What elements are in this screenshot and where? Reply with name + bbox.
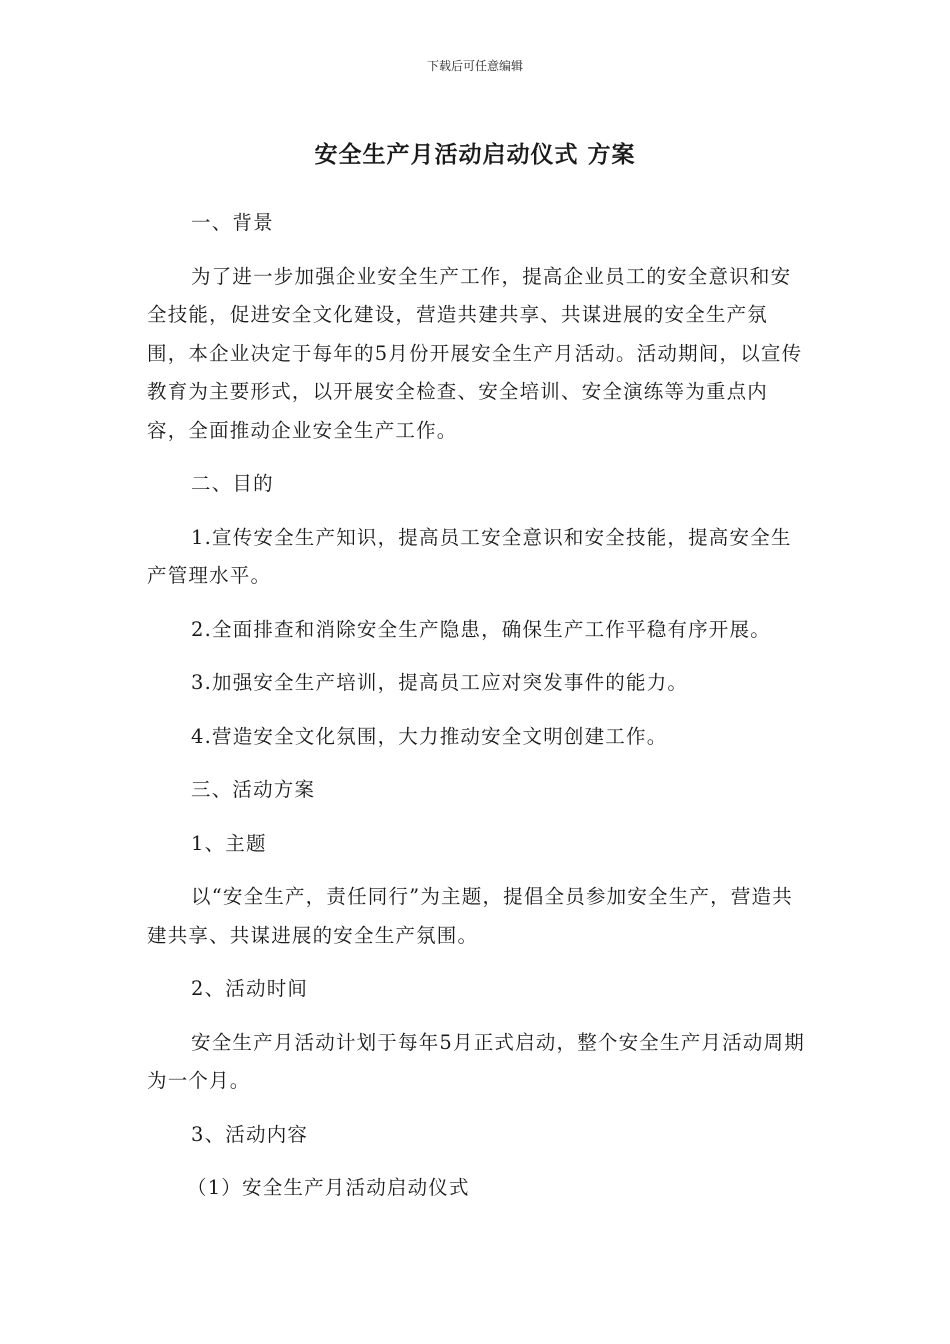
document-title: 安全生产月活动启动仪式 方案 (314, 142, 636, 168)
content-item-1: （1）安全生产月活动启动仪式 (187, 1176, 470, 1199)
section-heading-background: 一、背景 (191, 211, 274, 234)
purpose-item-3: 3.加强安全生产培训，提高员工应对突发事件的能力。 (191, 671, 689, 694)
background-paragraph: 为了进一步加强企业安全生产工作，提高企业员工的安全意识和安全技能，促进安全文化建设，营造共建共享、共谋进展的安全生产氛围，本企业决定于每年的5月份开展安全生产月活动。活动期间，以宣传教育为主要形式，以开展安全检查、安全培训、安全演练等为重点内容，全面推动企业安全生产工作。 (147, 264, 803, 442)
section-heading-plan: 三、活动方案 (191, 778, 316, 801)
time-paragraph: 安全生产月活动计划于每年5月正式启动，整个安全生产月活动周期为一个月。 (147, 1030, 805, 1092)
theme-paragraph: 以“安全生产，责任同行”为主题，提倡全员参加安全生产，营造共建共享、共谋进展的安全生产氛围。 (147, 885, 793, 947)
subheading-content: 3、活动内容 (191, 1122, 309, 1146)
document-body (147, 204, 807, 1208)
purpose-item-4: 4.营造安全文化氛围，大力推动安全文明创建工作。 (191, 724, 668, 748)
subheading-time: 2、活动时间 (191, 977, 309, 1000)
purpose-item-2: 2.全面排查和消除安全生产隐患，确保生产工作平稳有序开展。 (191, 617, 771, 641)
header-note: 下载后可任意编辑 (426, 59, 523, 73)
purpose-item-1: 1.宣传安全生产知识，提高员工安全意识和安全技能，提高安全生产管理水平。 (147, 525, 792, 587)
subheading-theme: 1、主题 (191, 831, 267, 855)
section-heading-purpose: 二、目的 (191, 472, 274, 495)
